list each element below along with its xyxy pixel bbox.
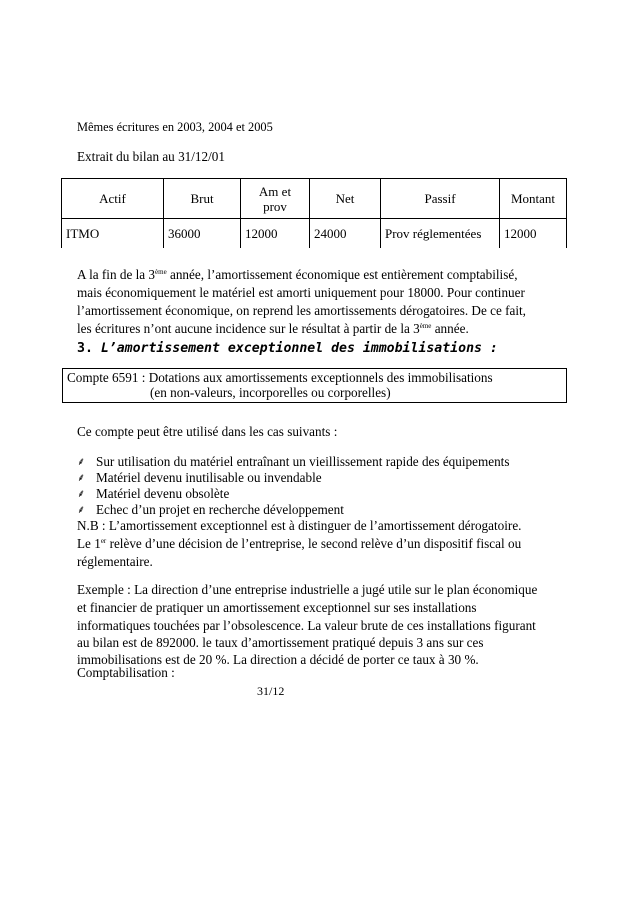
text-span: année. bbox=[431, 321, 469, 336]
cell-amprov: 12000 bbox=[241, 219, 310, 249]
list-item: Sur utilisation du matériel entraînant un vieillissement rapide des équipements bbox=[96, 454, 510, 469]
paragraph-line bbox=[77, 266, 518, 283]
nb-line: N.B : L’amortissement exceptionnel est à distinguer de l’amortissement dérogatoire. bbox=[77, 518, 522, 533]
text-span: les écritures n’ont aucune incidence sur le résultat à partir de la 3 bbox=[77, 321, 420, 336]
paragraph-line: mais économiquement le matériel est amorti uniquement pour 18000. Pour continuer bbox=[77, 285, 525, 300]
nb-line bbox=[77, 535, 521, 552]
cell-brut: 36000 bbox=[164, 219, 241, 249]
header-brut: Brut bbox=[164, 179, 241, 219]
table-row bbox=[62, 219, 567, 249]
account-box bbox=[62, 368, 567, 403]
section-number: 3. bbox=[77, 341, 93, 356]
example-line: et financier de pratiquer un amortissement exceptionnel sur ses installations bbox=[77, 600, 477, 615]
example-line: informatiques touchées par l’obsolescence. La valeur brute de ces installations figurant bbox=[77, 618, 536, 633]
nb-line: réglementaire. bbox=[77, 554, 153, 569]
intro-text: Mêmes écritures en 2003, 2004 et 2005 bbox=[77, 120, 273, 134]
account-line1: Compte 6591 : Dotations aux amortissements exceptionnels des immobilisations bbox=[67, 370, 493, 385]
account-line2: (en non-valeurs, incorporelles ou corporelles) bbox=[150, 385, 391, 400]
header-amprov-line1: Am et bbox=[258, 183, 292, 199]
list-item: Matériel devenu obsolète bbox=[96, 486, 230, 501]
page-number: 31/12 bbox=[257, 684, 285, 698]
header-actif: Actif bbox=[62, 179, 164, 219]
list-item: Matériel devenu inutilisable ou invendable bbox=[96, 470, 322, 485]
example-line: Exemple : La direction d’une entreprise industrielle a jugé utile sur le plan économique bbox=[77, 582, 538, 597]
header-montant: Montant bbox=[500, 179, 567, 219]
list-item: Echec d’un projet en recherche développement bbox=[96, 502, 344, 517]
header-net: Net bbox=[310, 179, 381, 219]
section-title: L’amortissement exceptionnel des immobilisations : bbox=[100, 341, 498, 356]
bullet-icon: ⸙ bbox=[77, 471, 86, 484]
text-span: année, l’amortissement économique est entièrement comptabilisé, bbox=[166, 267, 518, 282]
header-passif: Passif bbox=[381, 179, 500, 219]
cell-montant: 12000 bbox=[500, 219, 567, 249]
example-line: immobilisations est de 20 %. La direction a décidé de porter ce taux à 30 %. bbox=[77, 652, 479, 667]
text-span: A la fin de la 3 bbox=[77, 267, 156, 282]
cell-passif: Prov réglementées bbox=[381, 219, 500, 249]
header-amprov bbox=[241, 179, 310, 219]
example-line: Comptabilisation : bbox=[77, 665, 175, 680]
table-header-row bbox=[62, 179, 567, 219]
example-line: au bilan est de 892000. le taux d’amortissement pratiqué depuis 3 ans sur ces bbox=[77, 635, 484, 650]
cell-actif: ITMO bbox=[62, 219, 164, 249]
superscript: ème bbox=[155, 268, 167, 276]
superscript: ème bbox=[419, 322, 432, 330]
bullet-icon: ⸙ bbox=[77, 503, 86, 516]
cases-intro: Ce compte peut être utilisé dans les cas suivants : bbox=[77, 424, 338, 439]
cell-net: 24000 bbox=[310, 219, 381, 249]
superscript: er bbox=[100, 537, 107, 545]
header-amprov-line2: prov bbox=[263, 198, 287, 214]
text-span: relève d’une décision de l’entreprise, le second relève d’un dispositif fiscal ou bbox=[106, 536, 522, 551]
paragraph-line: l’amortissement économique, on reprend les amortissements dérogatoires. De ce fait, bbox=[77, 303, 526, 318]
paragraph-line bbox=[77, 320, 469, 337]
section-heading bbox=[77, 340, 498, 358]
bullet-icon: ⸙ bbox=[77, 487, 86, 500]
text-span: Le 1 bbox=[77, 536, 101, 551]
bilan-table bbox=[61, 178, 567, 248]
bilan-extract-title: Extrait du bilan au 31/12/01 bbox=[77, 149, 225, 164]
bullet-icon: ⸙ bbox=[77, 455, 86, 468]
